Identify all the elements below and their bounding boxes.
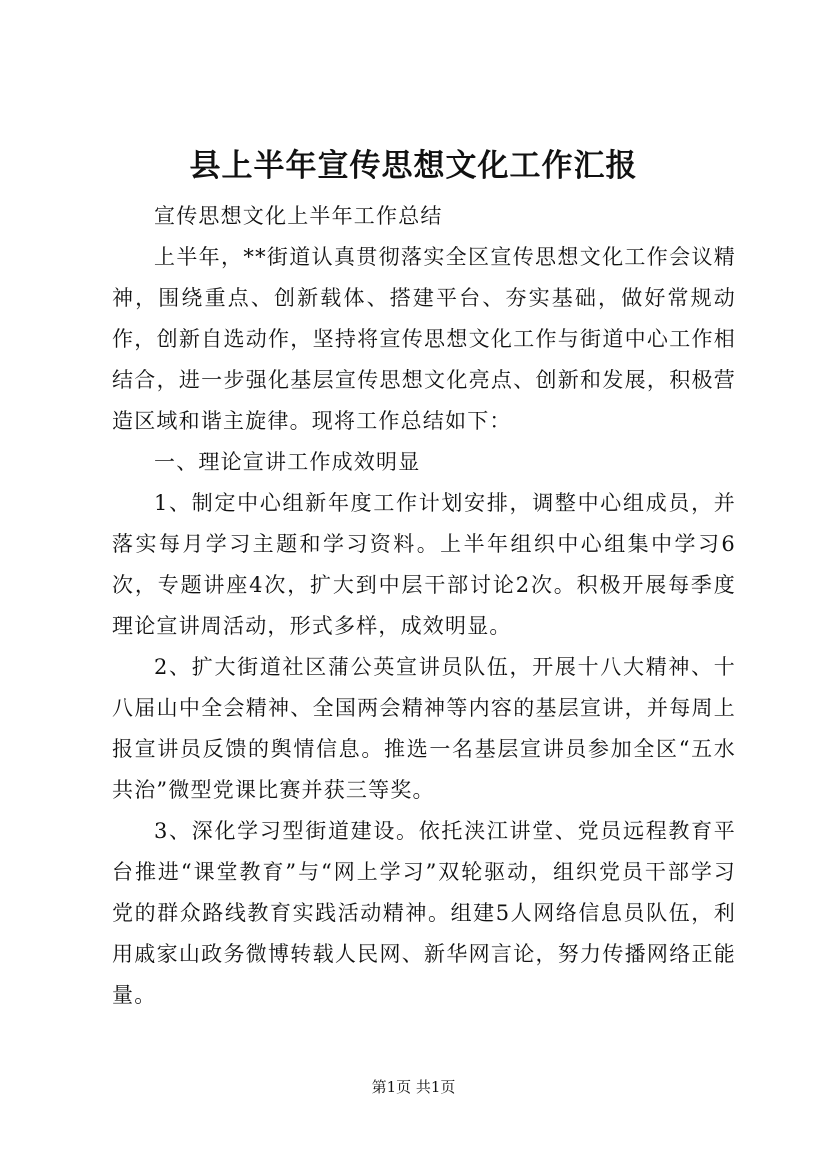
document-title: 县上半年宣传思想文化工作汇报 — [189, 148, 638, 184]
paragraph-item-2: 2、扩大街道社区蒲公英宣讲员队伍，开展十八大精神、十八届山中全会精神、全国两会精神等内容的基层宣讲，并每周上报宣讲员反馈的舆情信息。推选一名基层宣讲员参加全区“五水共治”微型党课比赛并获三等奖。 — [112, 655, 736, 802]
paragraph-item-1: 1、制定中心组新年度工作计划安排，调整中心组成员，并落实每月学习主题和学习资料。上半年组织中心组集中学习6次，专题讲座4次，扩大到中层干部讨论2次。积极开展每季度理论宣讲周活动，形式多样，成效明显。 — [112, 491, 736, 638]
document-body — [112, 196, 736, 1016]
intro-paragraph: 上半年，**街道认真贯彻落实全区宣传思想文化工作会议精神，围绕重点、创新载体、搭建平台、夯实基础，做好常规动作，创新自选动作，坚持将宣传思想文化工作与街道中心工作相结合，进一步强化基层宣传思想文化亮点、创新和发展，积极营造区域和谐主旋律。现将工作总结如下： — [112, 245, 736, 433]
paragraph-item-3: 3、深化学习型街道建设。依托浃江讲堂、党员远程教育平台推进“课堂教育”与“网上学习”双轮驱动，组织党员干部学习党的群众路线教育实践活动精神。组建5人网络信息员队伍，利用戚家山政务微博转载人民网、新华网言论，努力传播网络正能量。 — [112, 819, 736, 1007]
document-subtitle: 宣传思想文化上半年工作总结 — [154, 204, 443, 228]
page-footer: 第1页 共1页 — [371, 1078, 456, 1096]
section-heading: 一、理论宣讲工作成效明显 — [154, 450, 421, 474]
